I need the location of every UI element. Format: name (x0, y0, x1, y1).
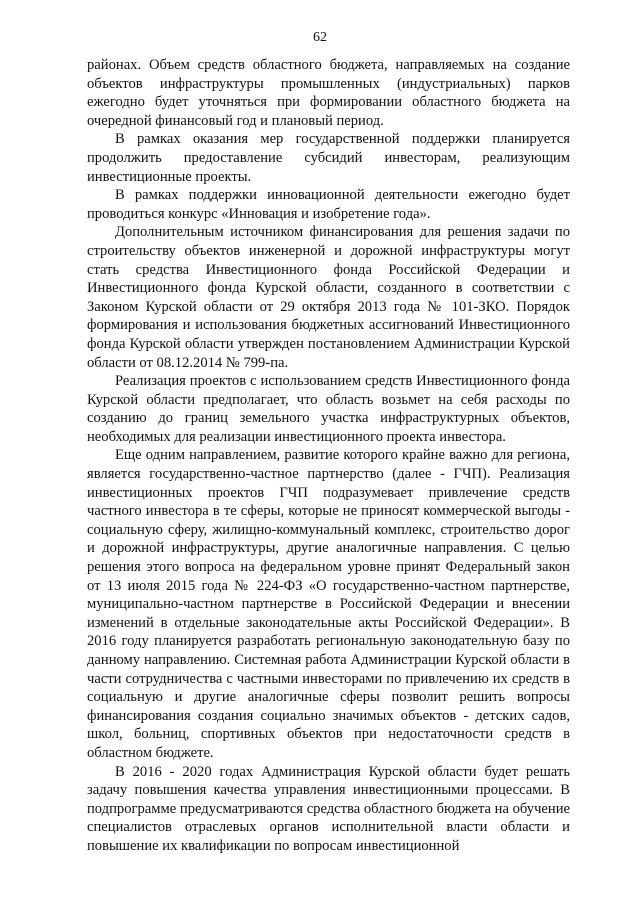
document-body (87, 56, 570, 856)
paragraph-state-support: В рамках оказания мер государственной поддержки планируется продолжить предоставление субсидий инвесторам, реализующим инвестиционные проекты. (87, 131, 570, 185)
paragraph-innovation-contest: В рамках поддержки инновационной деятельности ежегодно будет проводиться конкурс «Инновация и изобретение года». (87, 187, 570, 222)
paragraph-fund-projects: Реализация проектов с использованием средств Инвестиционного фонда Курской области предполагает, что область возьмет на себя расходы по созданию до границ земельного участка инфраструктурных объектов, необходимых для реализации инвестиционного проекта инвестора. (87, 373, 570, 445)
paragraph-investment-fund: Дополнительным источником финансирования для решения задачи по строительству объектов инженерной и дорожной инфраструктуры могут стать средства Инвестиционного фонда Российской Федерации и Инвестиционного фонда Курской области, созданного в соответствии с Законом Курской области от 29 октября 2013 года № 101-ЗКО. Порядок формирования и использования бюджетных ассигнований Инвестиционного фонда Курской области утвержден постановлением Администрации Курской области от 08.12.2014 № 799-па. (87, 224, 570, 371)
paragraph-continuation: районах. Объем средств областного бюджета, направляемых на создание объектов инфраструктуры промышленных (индустриальных) парков ежегодно будет уточняться при формировании областного бюджета на очередной финансовый год и плановый период. (87, 57, 570, 129)
paragraph-ppp: Еще одним направлением, развитие которого крайне важно для региона, является государственно-частное партнерство (далее - ГЧП). Реализация инвестиционных проектов ГЧП подразумевает привлечение средств частного инвестора в те сферы, которые не приносят коммерческой выгоды - социальную сферу, жилищно-коммунальный комплекс, строительство дорог и дорожной инфраструктуры, другие аналогичные направления. С целью решения этого вопроса на федеральном уровне принят Федеральный закон от 13 июля 2015 года № 224-ФЗ «О государственно-частном партнерстве, муниципально-частном партнерстве в Российской Федерации и внесении изменений в отдельные законодательные акты Российской Федерации». В 2016 году планируется разработать региональную законодательную базу по данному направлению. Системная работа Администрации Курской области в части сотрудничества с частными инвесторами по привлечению их средств в социальную и другие аналогичные сферы позволит решить вопросы финансирования создания социально значимых объектов - детских садов, школ, больниц, спортивных объектов при недостаточности средств в областном бюджете. (87, 447, 570, 761)
paragraph-2016-2020: В 2016 - 2020 годах Администрация Курской области будет решать задачу повышения качества управления инвестиционными процессами. В подпрограмме предусматриваются средства областного бюджета на обучение специалистов отраслевых органов исполнительной власти области и повышение их квалификации по вопросам инвестиционной (87, 763, 570, 854)
page-number: 62 (313, 30, 327, 45)
